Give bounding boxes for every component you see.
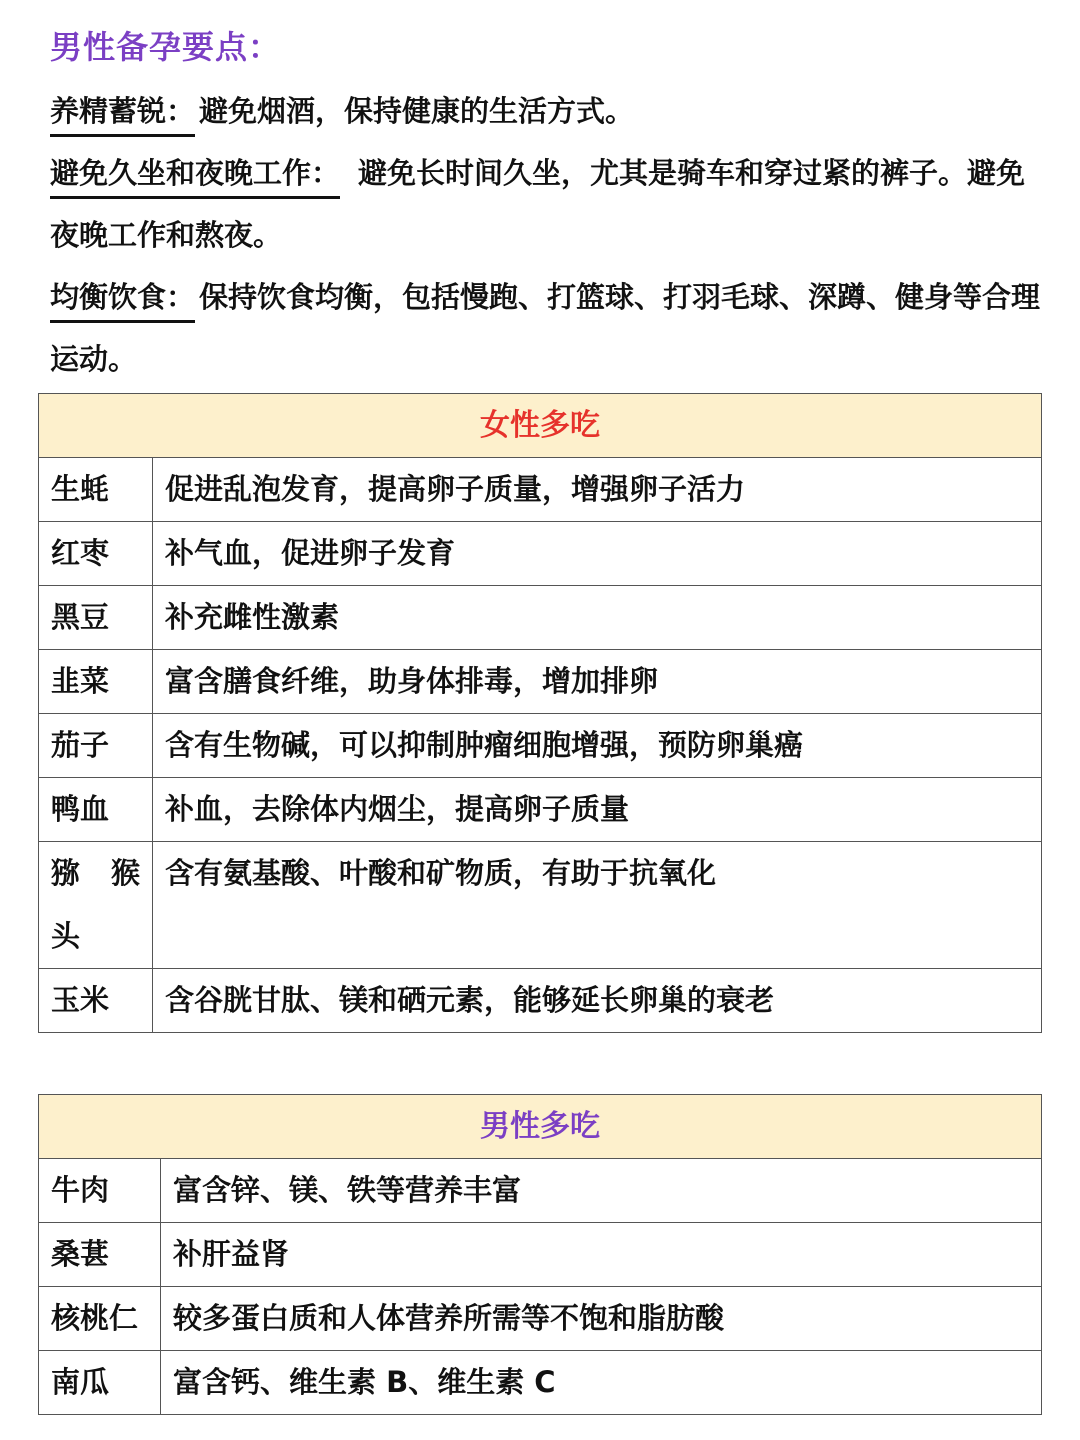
women-table-title: 女性多吃 [480, 408, 600, 443]
table-row [39, 969, 1042, 1033]
table-row [39, 1351, 1042, 1415]
food-name: 桑葚 [39, 1223, 161, 1287]
men-food-table [38, 1094, 1042, 1415]
food-name: 核桃仁 [39, 1287, 161, 1351]
tip-text: 避免长时间久坐，尤其是骑车和穿过紧的裤子。避免夜晚工作和熬夜。 [50, 156, 1026, 252]
food-name: 韭菜 [39, 650, 153, 714]
food-benefit: 富含锌、镁、铁等营养丰富 [161, 1159, 1042, 1223]
tips-section [50, 80, 1050, 390]
table-header [39, 394, 1042, 458]
men-table-title: 男性多吃 [480, 1109, 600, 1144]
tip-heading: 避免久坐和夜晚工作： [50, 150, 340, 199]
tip-text: 避免烟酒，保持健康的生活方式。 [199, 94, 635, 128]
table-header-row [39, 1095, 1042, 1159]
table-header [39, 1095, 1042, 1159]
table-row [39, 842, 1042, 969]
table-row [39, 458, 1042, 522]
tip-heading: 均衡饮食： [50, 274, 195, 323]
food-name: 鸭血 [39, 778, 153, 842]
food-benefit: 含谷胱甘肽、镁和硒元素，能够延长卵巢的衰老 [153, 969, 1042, 1033]
table-row [39, 1223, 1042, 1287]
food-benefit: 补血，去除体内烟尘，提高卵子质量 [153, 778, 1042, 842]
table-header-row [39, 394, 1042, 458]
food-benefit: 富含膳食纤维，助身体排毒，增加排卵 [153, 650, 1042, 714]
page-title: 男性备孕要点： [50, 28, 282, 66]
table-row [39, 650, 1042, 714]
food-benefit: 含有生物碱，可以抑制肿瘤细胞增强，预防卵巢癌 [153, 714, 1042, 778]
table-row [39, 522, 1042, 586]
table-row [39, 1159, 1042, 1223]
tip-paragraph [50, 80, 1050, 142]
table-row [39, 586, 1042, 650]
tip-heading: 养精蓄锐： [50, 88, 195, 137]
food-name: 玉米 [39, 969, 153, 1033]
food-benefit: 补充雌性激素 [153, 586, 1042, 650]
food-benefit: 补气血，促进卵子发育 [153, 522, 1042, 586]
food-name [39, 842, 153, 969]
food-benefit: 促进乱泡发育，提高卵子质量，增强卵子活力 [153, 458, 1042, 522]
table-row [39, 1287, 1042, 1351]
food-name-wrapped [51, 842, 140, 968]
food-name-line: 猕 猴 [51, 856, 140, 890]
food-name: 生蚝 [39, 458, 153, 522]
food-name: 南瓜 [39, 1351, 161, 1415]
food-benefit: 含有氨基酸、叶酸和矿物质，有助于抗氧化 [153, 842, 1042, 969]
food-name: 红枣 [39, 522, 153, 586]
food-name: 茄子 [39, 714, 153, 778]
food-benefit: 富含钙、维生素 B、维生素 C [161, 1351, 1042, 1415]
table-row [39, 778, 1042, 842]
tip-text: 保持饮食均衡，包括慢跑、打篮球、打羽毛球、深蹲、健身等合理运动。 [50, 280, 1041, 376]
table-row [39, 714, 1042, 778]
women-food-table [38, 393, 1042, 1033]
food-benefit: 补肝益肾 [161, 1223, 1042, 1287]
food-name: 牛肉 [39, 1159, 161, 1223]
food-name: 黑豆 [39, 586, 153, 650]
tip-paragraph [50, 266, 1050, 390]
tip-paragraph [50, 142, 1050, 266]
food-name-line: 头 [51, 919, 81, 953]
food-benefit: 较多蛋白质和人体营养所需等不饱和脂肪酸 [161, 1287, 1042, 1351]
